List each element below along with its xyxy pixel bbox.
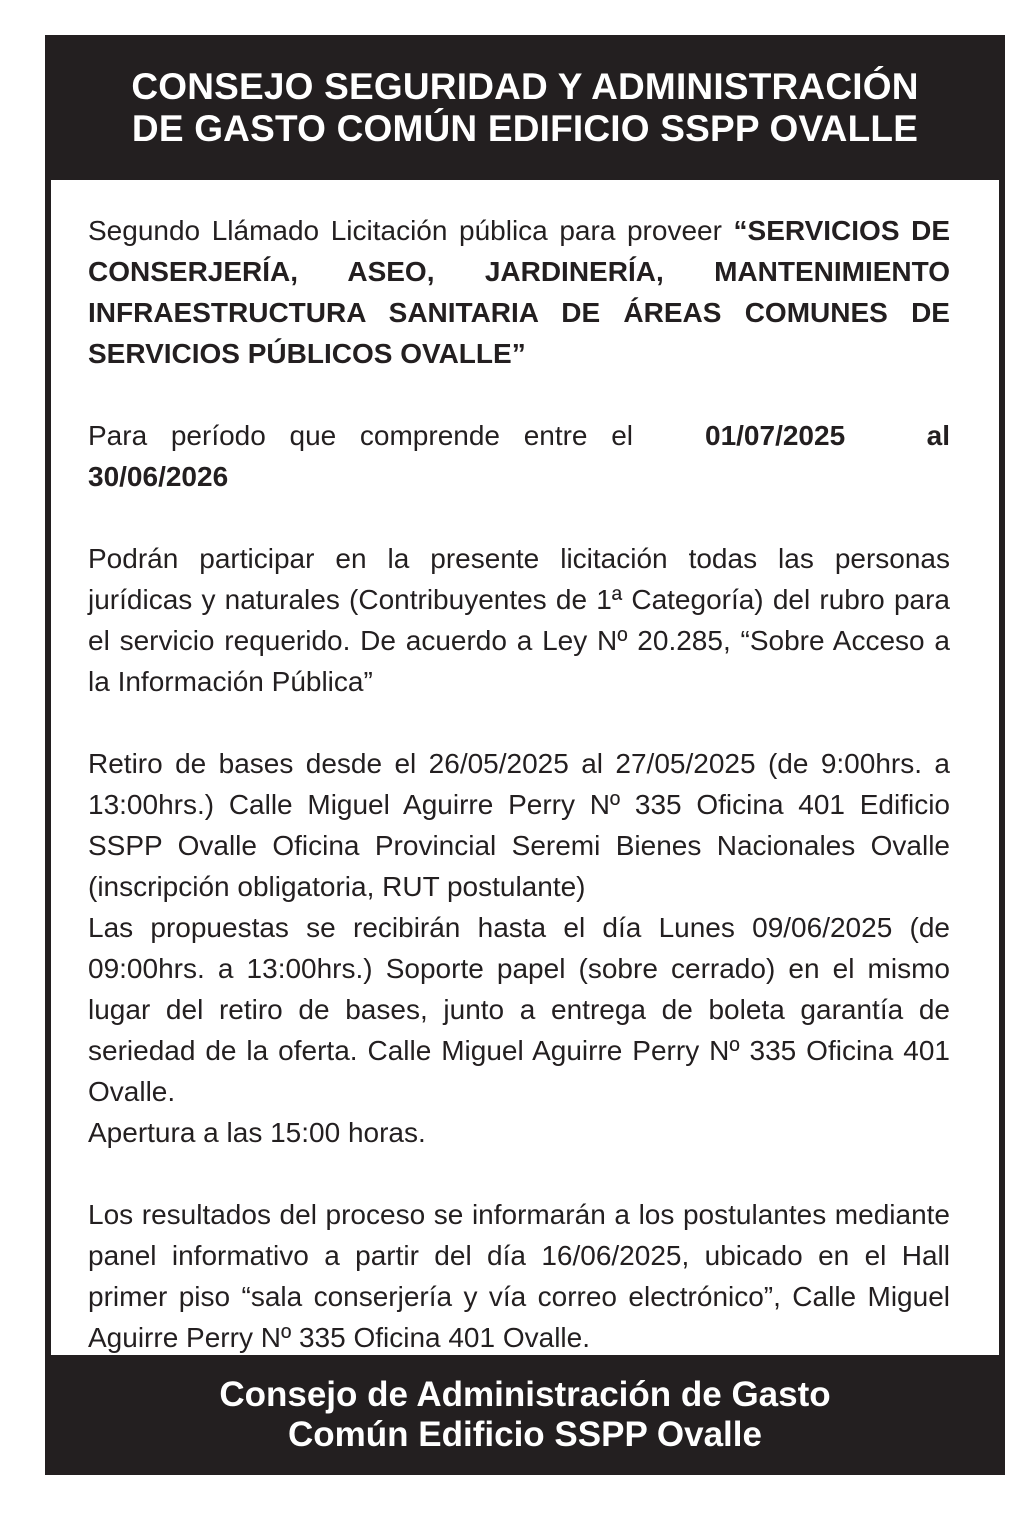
period-word: período xyxy=(170,420,266,451)
footer-signature-line-1: Consejo de Administración de Gasto xyxy=(219,1375,831,1414)
period-word: Para xyxy=(88,420,148,451)
spacer xyxy=(88,1153,950,1194)
intro-lead-text: Segundo Llámado Licitación pública para proveer xyxy=(88,215,734,246)
results-paragraph: Los resultados del proceso se informarán a los postulantes mediante panel informativo a partir del día 16/06/2025, ubicado en el Hall primer piso “sala conserjería y vía correo electrónico”, Calle Miguel Aguirre Perry Nº 335 Oficina 401 Ovalle. xyxy=(88,1199,950,1353)
participation-paragraph: Podrán participar en la presente licitación todas las personas jurídicas y naturales (Contribuyentes de 1ª Categoría) del rubro para el servicio requerido. De acuerdo a Ley Nº 20.285, “Sobre Acceso a la Información Pública” xyxy=(88,543,950,697)
spacer xyxy=(88,374,950,415)
spacer xyxy=(88,497,950,538)
period-word: comprende xyxy=(359,420,500,451)
notice-frame xyxy=(45,35,1005,1475)
service-title: “SERVICIOS DE CONSERJERÍA, ASEO, JARDINERÍA, MANTENIMIENTO INFRAESTRUCTURA SANITARIA DE ÁREAS COMUNES DE SERVICIOS PÚBLICOS OVALLE” xyxy=(88,215,950,369)
period-row xyxy=(88,415,950,456)
period-word: entre xyxy=(523,420,588,451)
footer-signature-line-2: Común Edificio SSPP Ovalle xyxy=(288,1415,762,1454)
period-start-date: 01/07/2025 xyxy=(705,420,846,451)
header-title-line-2: DE GASTO COMÚN EDIFICIO SSPP OVALLE xyxy=(131,107,919,149)
spacer xyxy=(88,702,950,743)
period-end-date: 30/06/2026 xyxy=(88,461,229,492)
header-title-line-1: CONSEJO SEGURIDAD Y ADMINISTRACIÓN xyxy=(131,65,919,107)
period-lead xyxy=(88,415,633,456)
opening-paragraph: Apertura a las 15:00 horas. xyxy=(88,1117,426,1148)
bases-paragraph: Retiro de bases desde el 26/05/2025 al 27/05/2025 (de 9:00hrs. a 13:00hrs.) Calle Miguel Aguirre Perry Nº 335 Oficina 401 Edificio SSPP Ovalle Oficina Provincial Seremi Bienes Nacionales Ovalle (inscripción obligatoria, RUT postulante) xyxy=(88,748,950,902)
period-connector: al xyxy=(926,420,950,451)
notice-content xyxy=(88,210,950,1358)
notice-body xyxy=(51,180,999,1355)
period-dates xyxy=(705,415,950,456)
proposals-paragraph: Las propuestas se recibirán hasta el día Lunes 09/06/2025 (de 09:00hrs. a 13:00hrs.) Soporte papel (sobre cerrado) en el mismo lugar del retiro de bases, junto a entrega de boleta garantía de seriedad de la oferta. Calle Miguel Aguirre Perry Nº 335 Oficina 401 Ovalle. xyxy=(88,912,950,1107)
notice-header xyxy=(45,35,1005,180)
intro-paragraph xyxy=(88,210,950,374)
period-word: que xyxy=(289,420,337,451)
period-word: el xyxy=(611,420,633,451)
notice-footer xyxy=(45,1355,1005,1475)
